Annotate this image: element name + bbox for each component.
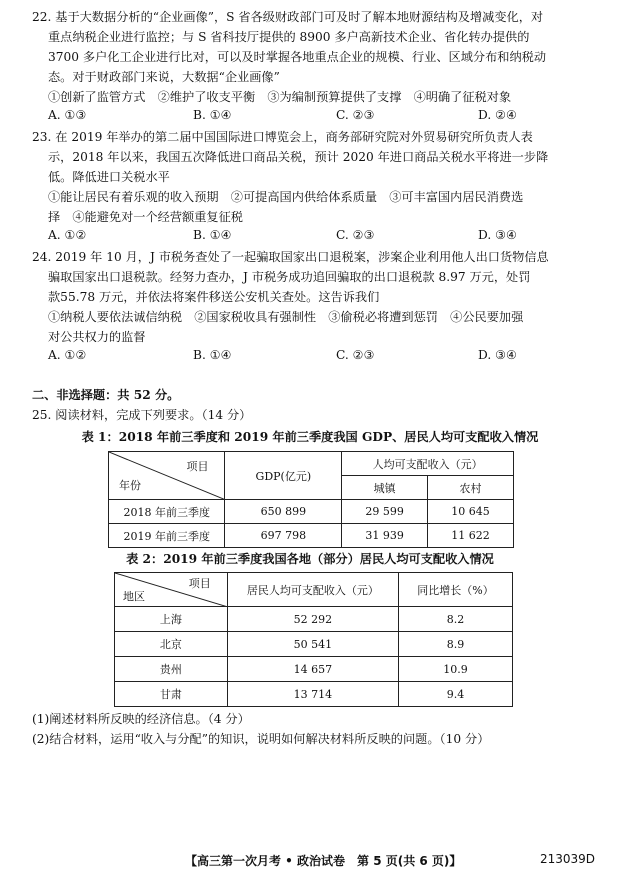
table2-row2-region: 北京 xyxy=(115,632,228,657)
q22-option-d: D. ②④ xyxy=(478,108,517,122)
table-row xyxy=(115,632,513,657)
table1-gdp-header: GDP(亿元) xyxy=(225,452,342,500)
table2-title: 表 2：2019 年前三季度我国各地（部分）居民人均可支配收入情况 xyxy=(126,552,494,566)
table1-corner-year: 年份 xyxy=(119,479,141,492)
q24-line-1: 24. 2019 年 10 月，J 市税务查处了一起骗取国家出口退税案，涉案企业利用他人出口货物信息 xyxy=(32,250,549,264)
table2-row2-growth: 8.9 xyxy=(399,632,513,657)
q24-option-c: C. ②③ xyxy=(336,348,375,362)
table1 xyxy=(108,451,514,548)
q22-line-4: 态。对于财政部门来说，大数据“企业画像” xyxy=(48,70,280,84)
table-row xyxy=(109,524,514,548)
q22-line-2: 重点纳税企业进行监控；与 S 省科技厅提供的 8900 多户高新技术企业、省化转办提供的 xyxy=(48,30,530,44)
q24-items-cont: 对公共权力的监督 xyxy=(48,330,146,344)
table1-row1-rural: 10 645 xyxy=(428,500,514,524)
q24-option-a: A. ①② xyxy=(48,348,87,362)
q25-sub1: (1)阐述材料所反映的经济信息。（4 分） xyxy=(32,712,250,726)
q23-items: ①能让居民有着乐观的收入预期 ②可提高国内供给体系质量 ③可丰富国内居民消费选 xyxy=(48,190,524,204)
table1-row2-rural: 11 622 xyxy=(428,524,514,548)
table1-urban-header: 城镇 xyxy=(342,476,428,500)
q23-line-2: 示，2018 年以来，我国五次降低进口商品关税，预计 2020 年进口商品关税水平将进一步降 xyxy=(48,150,549,164)
q23-items-cont: 择 ④能避免对一个经营额重复征税 xyxy=(48,210,243,224)
table-row xyxy=(115,682,513,707)
table1-row1-year: 2018 年前三季度 xyxy=(109,500,225,524)
q22-items: ①创新了监管方式 ②维护了收支平衡 ③为编制预算提供了支撑 ④明确了征税对象 xyxy=(48,90,512,104)
section-heading: 二、非选择题：共 52 分。 xyxy=(32,388,180,402)
table-row xyxy=(115,657,513,682)
table1-income-header: 人均可支配收入（元） xyxy=(342,452,514,476)
table2-income-header: 居民人均可支配收入（元） xyxy=(227,573,398,607)
table2-row3-income: 14 657 xyxy=(227,657,398,682)
q23-option-a: A. ①② xyxy=(48,228,87,242)
footer-code: 213039D xyxy=(540,852,596,866)
q23-line-1: 23. 在 2019 年举办的第二届中国国际进口博览会上，商务部研究院对外贸易研究所负责人表 xyxy=(32,130,533,144)
table1-row1-urban: 29 599 xyxy=(342,500,428,524)
q23-line-3: 低。降低进口关税水平 xyxy=(48,170,170,184)
q22-line-1: 22. 基于大数据分析的“企业画像”，S 省各级财政部门可及时了解本地财源结构及增减变化，对 xyxy=(32,10,544,24)
q22-option-c: C. ②③ xyxy=(336,108,375,122)
q23-option-c: C. ②③ xyxy=(336,228,375,242)
table1-corner-item: 项目 xyxy=(186,460,209,473)
q22-option-a: A. ①③ xyxy=(48,108,87,122)
table2-corner xyxy=(115,573,228,607)
table-row xyxy=(109,500,514,524)
q24-option-d: D. ③④ xyxy=(478,348,517,362)
q24-option-b: B. ①④ xyxy=(193,348,232,362)
table1-corner xyxy=(109,452,225,500)
table-row xyxy=(115,607,513,632)
table1-rural-header: 农村 xyxy=(428,476,514,500)
q25-sub2: (2)结合材料，运用“收入与分配”的知识，说明如何解决材料所反映的问题。（10 分） xyxy=(32,732,490,746)
table1-row1-gdp: 650 899 xyxy=(225,500,342,524)
q24-items: ①纳税人要依法诚信纳税 ②国家税收具有强制性 ③偷税必将遭到惩罚 ④公民要加强 xyxy=(48,310,524,324)
table2 xyxy=(114,572,513,707)
table2-row2-income: 50 541 xyxy=(227,632,398,657)
table2-row1-region: 上海 xyxy=(115,607,228,632)
q24-line-2: 骗取国家出口退税款。经努力查办，J 市税务成功追回骗取的出口退税款 8.97 万元，处罚 xyxy=(48,270,531,284)
table2-row3-region: 贵州 xyxy=(115,657,228,682)
q22-option-b: B. ①④ xyxy=(193,108,232,122)
table2-row4-income: 13 714 xyxy=(227,682,398,707)
q23-option-b: B. ①④ xyxy=(193,228,232,242)
table1-title: 表 1：2018 年前三季度和 2019 年前三季度我国 GDP、居民人均可支配收入情况 xyxy=(81,430,539,444)
q24-line-3: 款55.78 万元，并依法将案件移送公安机关查处。这告诉我们 xyxy=(48,290,380,304)
q23-option-d: D. ③④ xyxy=(478,228,517,242)
table2-row3-growth: 10.9 xyxy=(399,657,513,682)
table2-row4-region: 甘肃 xyxy=(115,682,228,707)
table2-row4-growth: 9.4 xyxy=(399,682,513,707)
table2-growth-header: 同比增长（%） xyxy=(399,573,513,607)
table1-row2-gdp: 697 798 xyxy=(225,524,342,548)
table1-row2-year: 2019 年前三季度 xyxy=(109,524,225,548)
table2-row1-growth: 8.2 xyxy=(399,607,513,632)
table2-corner-item: 项目 xyxy=(188,577,211,590)
table2-row1-income: 52 292 xyxy=(227,607,398,632)
table2-corner-region: 地区 xyxy=(123,590,145,603)
q25-intro: 25. 阅读材料，完成下列要求。（14 分） xyxy=(32,408,252,422)
table1-row2-urban: 31 939 xyxy=(342,524,428,548)
q22-line-3: 3700 多户化工企业进行比对，可以及时掌握各地重点企业的规模、行业、区域分布和纳税动 xyxy=(48,50,547,64)
footer-title: 【高三第一次月考 • 政治试卷 第 5 页(共 6 页)】 xyxy=(185,854,462,868)
